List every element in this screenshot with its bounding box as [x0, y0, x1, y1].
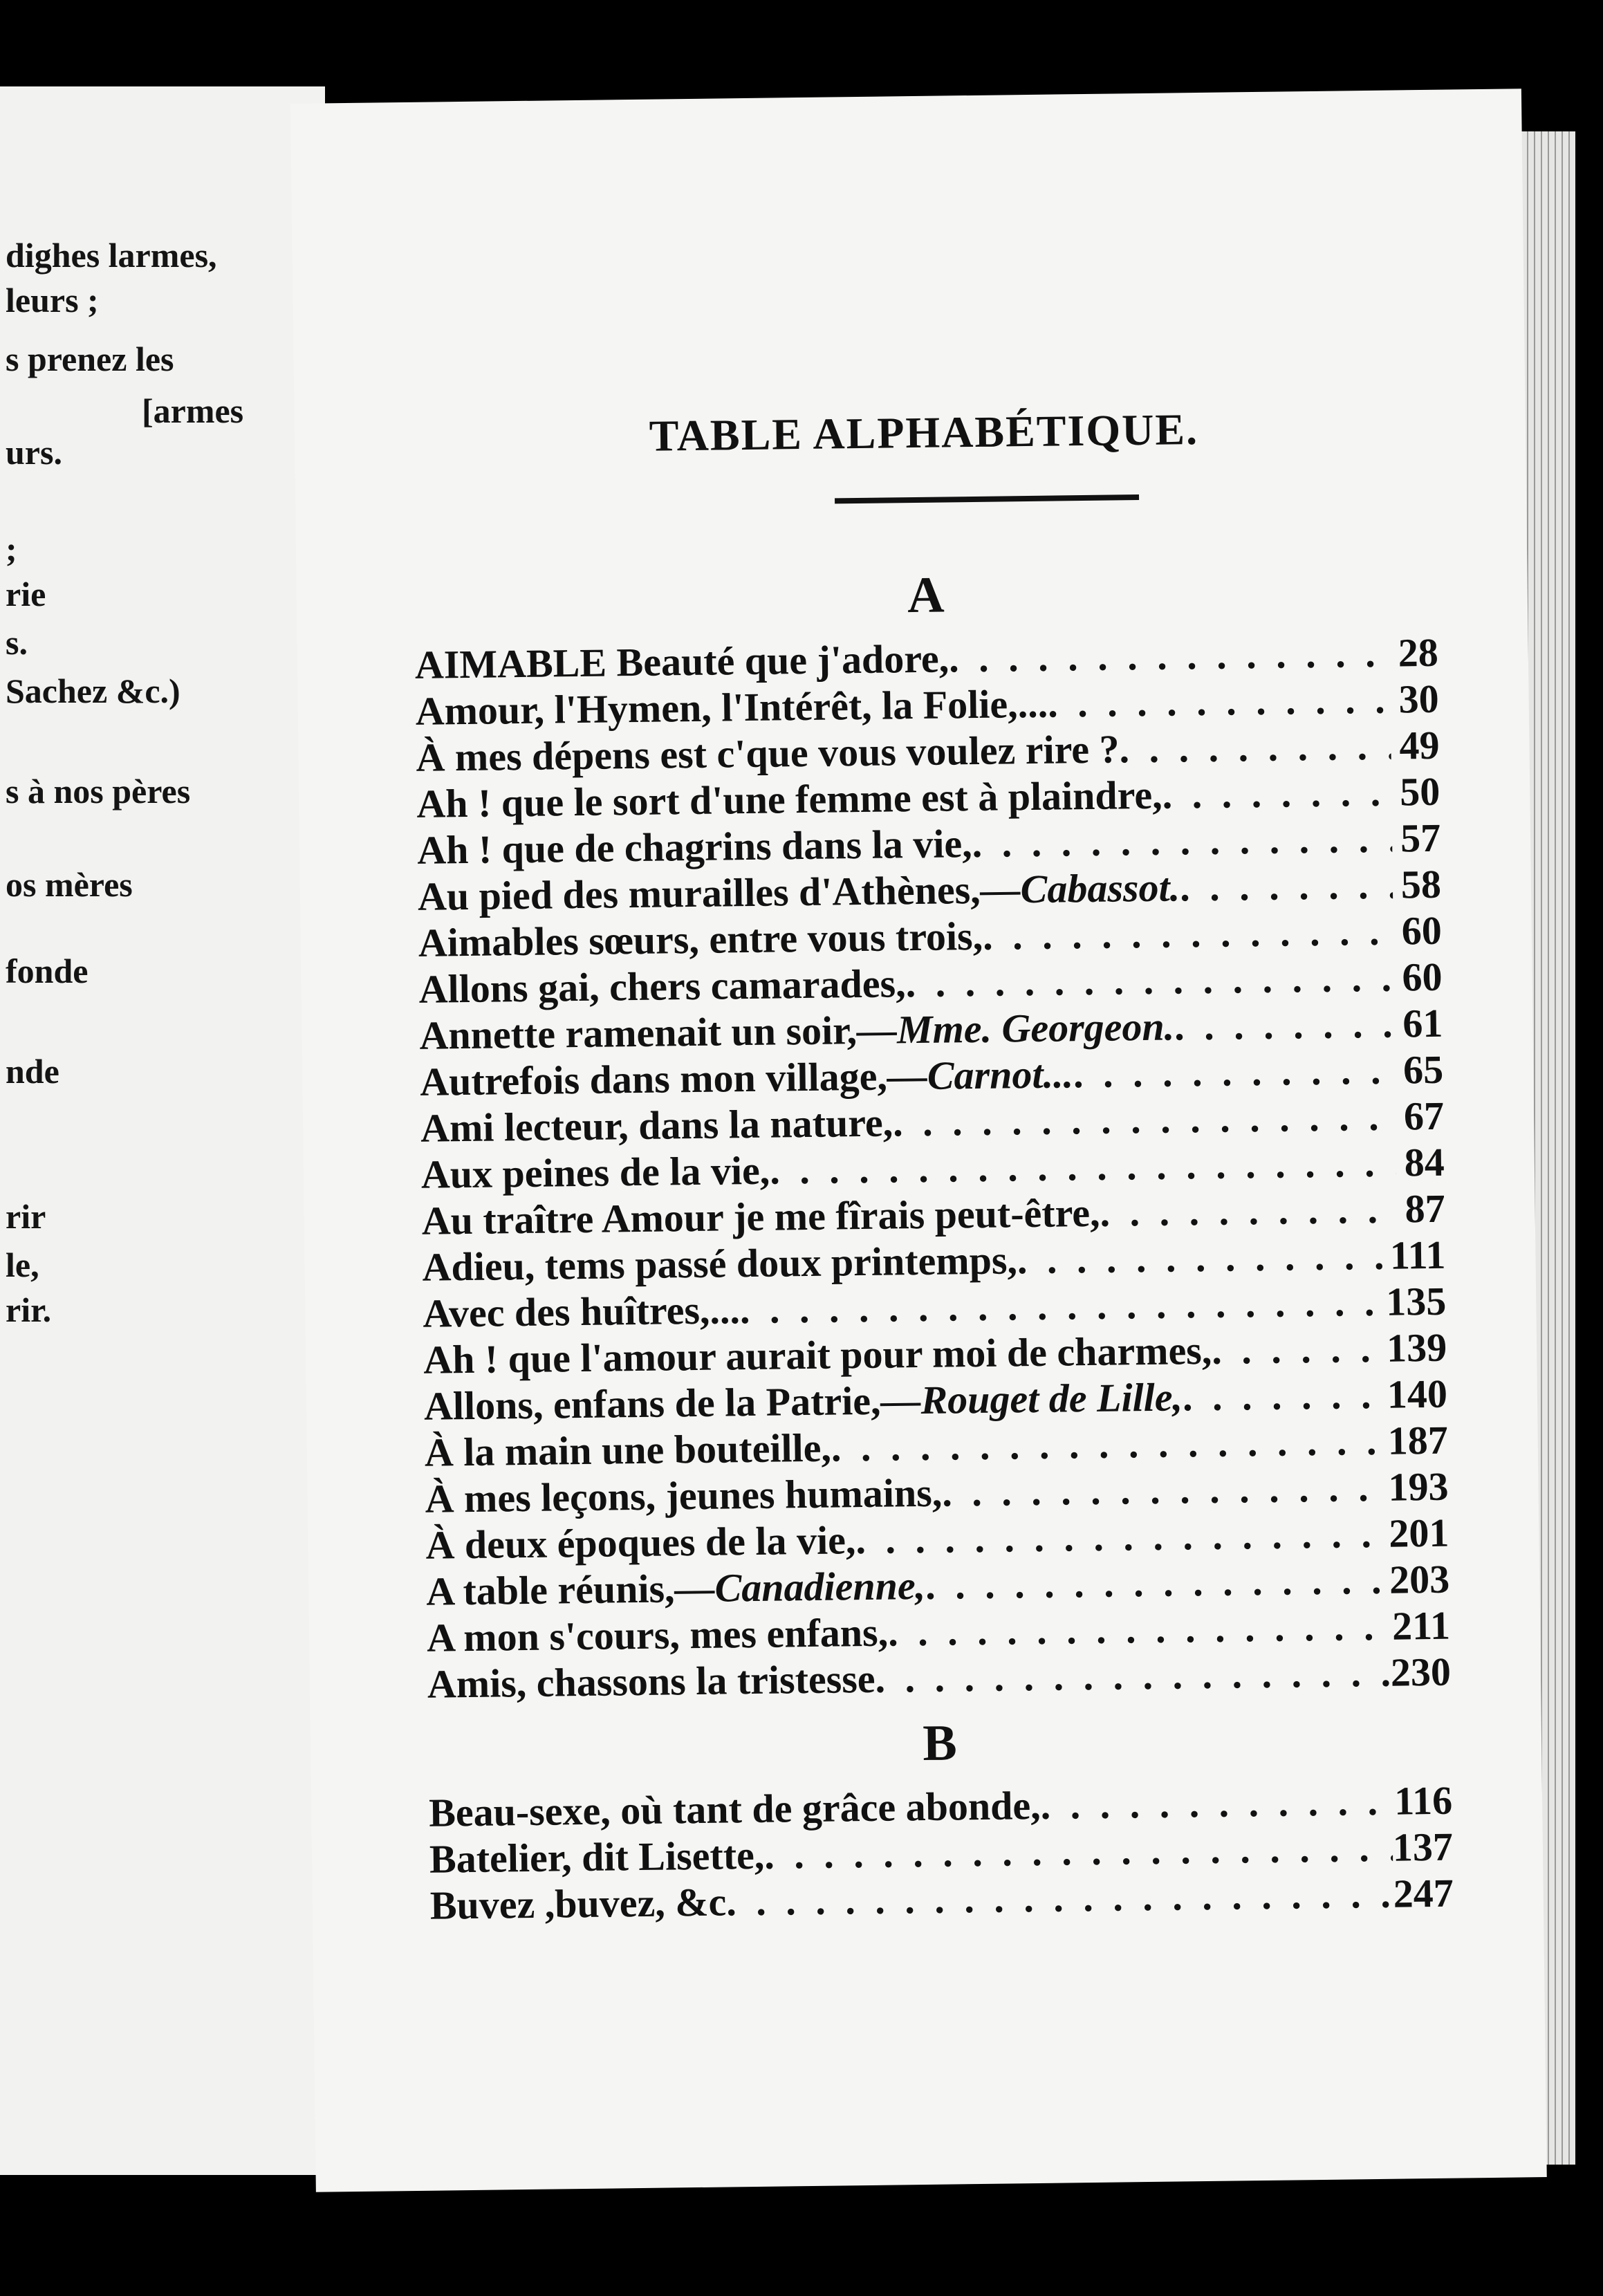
leader-dots	[740, 1279, 1387, 1333]
entry-title: Au pied des murailles d'Athènes,	[417, 867, 981, 919]
left-page-line: rir	[6, 1197, 46, 1236]
entry-title: Ami lecteur, dans la nature,	[420, 1100, 893, 1151]
left-page-line: dighes larmes,	[6, 236, 217, 275]
left-page-line: rie	[6, 575, 46, 613]
entry-title: Au traître Amour je me fîrais peut-être,	[421, 1189, 1100, 1243]
entry-title: À deux époques de la vie,	[425, 1517, 856, 1568]
entry-page: 87	[1405, 1185, 1446, 1232]
entry-page: 111	[1389, 1232, 1446, 1278]
entry-page: 84	[1404, 1139, 1445, 1185]
entry-title: Beau-sexe, où tant de grâce abonde,	[428, 1782, 1041, 1835]
leader-dots	[893, 1093, 1396, 1146]
entry-title: Ah ! que le sort d'une femme est à plaindre,	[416, 772, 1163, 826]
table-of-contents	[410, 284, 1454, 1990]
entry-page: 58	[1400, 861, 1442, 907]
entry-page: 30	[1398, 676, 1440, 722]
entry-title: À mes leçons, jeunes humains,	[425, 1470, 943, 1521]
leader-dots	[942, 1464, 1389, 1516]
entry-author: —Rouget de Lille,	[880, 1374, 1183, 1423]
entry-title: Amour, l'Hymen, l'Intérêt, la Folie,...	[415, 681, 1048, 734]
leader-dots	[949, 630, 1390, 682]
leader-dots	[764, 1824, 1393, 1878]
entry-page: 50	[1399, 768, 1440, 815]
left-page-line: os mères	[6, 865, 133, 904]
left-page-line: urs.	[6, 433, 62, 472]
entry-title: AIMABLE Beauté que j'adore,	[414, 636, 949, 687]
leader-dots	[1048, 676, 1391, 727]
entry-page: 61	[1402, 1000, 1443, 1046]
entry-title: Ah ! que l'amour aurait pour moi de charmes,	[423, 1327, 1212, 1382]
title-rule	[835, 494, 1139, 503]
left-page-line: [armes	[142, 391, 244, 430]
leader-dots	[1040, 1778, 1395, 1829]
entry-page: 49	[1399, 722, 1440, 768]
leader-dots	[1183, 1371, 1388, 1420]
left-page-line: s.	[6, 623, 28, 662]
leader-dots	[1212, 1325, 1387, 1373]
entry-title: À mes dépens est c'que vous voulez rire ?	[416, 726, 1120, 780]
entry-title: Autrefois dans mon village,	[419, 1053, 888, 1104]
entry-author: —Carnot...	[887, 1051, 1074, 1099]
entry-title: Ah ! que de chagrins dans la vie,	[416, 821, 973, 873]
leader-dots	[726, 1871, 1393, 1925]
entry-title: A table réunis,	[425, 1566, 675, 1614]
entry-page: 247	[1393, 1870, 1454, 1916]
entry-page: 28	[1398, 629, 1439, 676]
left-page-line: s à nos pères	[6, 772, 191, 811]
leader-dots	[1162, 769, 1391, 818]
entry-title: Annette ramenait un soir,	[419, 1008, 858, 1058]
entry-title: Aimables sœurs, entre vous trois,	[418, 913, 983, 965]
left-page-line: s prenez les	[6, 340, 174, 378]
entry-title: Aux peines de la vie,	[420, 1147, 770, 1197]
leader-dots	[1119, 723, 1391, 772]
entry-page: 201	[1388, 1510, 1449, 1556]
leader-dots	[1100, 1186, 1397, 1236]
entry-title: Adieu, tems passé doux printemps,	[422, 1237, 1018, 1290]
section-letter: B	[922, 1714, 958, 1772]
left-page-line: le,	[6, 1246, 39, 1284]
leader-dots	[972, 815, 1392, 867]
entry-title: Allons, enfans de la Patrie,	[423, 1378, 881, 1429]
leader-dots	[905, 954, 1394, 1007]
leader-dots	[1174, 1001, 1395, 1050]
leader-dots	[855, 1510, 1389, 1563]
entry-title: Buvez ,buvez, &c	[429, 1879, 727, 1928]
left-page-line: leurs ;	[6, 281, 99, 320]
left-page-line: fonde	[6, 952, 89, 990]
entry-title: Amis, chassons la tristesse	[427, 1656, 875, 1707]
entry-author: —Cabassot.	[980, 864, 1180, 912]
left-page-line: rir.	[6, 1290, 52, 1329]
entry-page: 67	[1403, 1093, 1445, 1139]
section-entries-b	[429, 1777, 1454, 1929]
left-page	[0, 86, 325, 2175]
entry-page: 65	[1402, 1046, 1444, 1093]
entry-title: Avec des huîtres,...	[422, 1287, 741, 1336]
entry-page: 140	[1387, 1371, 1448, 1417]
leader-dots	[888, 1603, 1393, 1656]
entry-page: 116	[1393, 1777, 1453, 1824]
entry-title: À la main une bouteille,	[424, 1425, 832, 1475]
entry-title: Allons gai, chers camarades,	[418, 961, 907, 1012]
left-page-line: Sachez &c.)	[6, 672, 180, 710]
page-title: TABLE ALPHABÉTIQUE.	[649, 404, 1199, 461]
entry-page: 139	[1386, 1324, 1447, 1371]
leader-dots	[875, 1649, 1391, 1702]
entry-author: —Mme. Georgeon.	[856, 1003, 1175, 1053]
entry-title: Batelier, dit Lisette,	[429, 1832, 765, 1882]
entry-title: A mon s'cours, mes enfans,	[426, 1609, 889, 1660]
entry-page: 57	[1400, 815, 1441, 861]
entry-page: 60	[1401, 907, 1443, 954]
right-page	[290, 89, 1547, 2192]
leader-dots	[983, 908, 1393, 959]
entry-page: 193	[1388, 1463, 1449, 1510]
entry-page: 203	[1389, 1556, 1450, 1602]
section-letter: A	[907, 566, 945, 624]
left-page-line: ;	[6, 530, 17, 568]
leader-dots	[1017, 1232, 1391, 1284]
entry-author: —Canadienne,	[674, 1562, 926, 1611]
leader-dots	[770, 1140, 1396, 1194]
leader-dots	[1073, 1047, 1396, 1098]
leader-dots	[831, 1418, 1388, 1471]
leader-dots	[925, 1557, 1390, 1609]
leader-dots	[1180, 862, 1393, 911]
left-page-line: nde	[6, 1052, 59, 1091]
entry-page: 137	[1392, 1824, 1454, 1870]
entry-page: 187	[1387, 1417, 1449, 1463]
entry-page: 230	[1390, 1649, 1452, 1695]
section-entries-a	[415, 629, 1452, 1707]
entry-page: 60	[1402, 954, 1443, 1000]
entry-page: 135	[1385, 1278, 1447, 1324]
entry-page: 211	[1391, 1602, 1451, 1649]
